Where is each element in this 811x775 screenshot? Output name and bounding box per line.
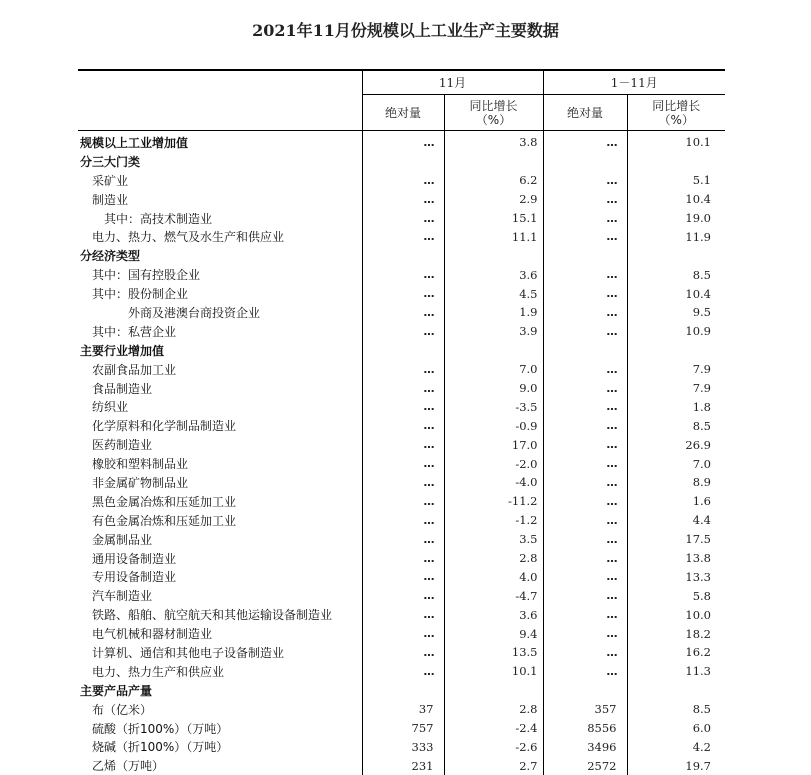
- cell-cumulative-absolute: 3496: [543, 738, 627, 757]
- cell-month-yoy: 2.8: [444, 549, 543, 568]
- cell-cumulative-absolute: …: [543, 131, 627, 152]
- cell-month-absolute: …: [362, 171, 444, 190]
- table-row: [78, 624, 725, 643]
- cell-month-yoy: 15.1: [444, 209, 543, 228]
- cell-cumulative-yoy: 10.9: [627, 322, 725, 341]
- section-row: [78, 341, 725, 360]
- cell-cumulative-yoy: 10.4: [627, 190, 725, 209]
- cell-cumulative-yoy: [627, 341, 725, 360]
- cell-month-absolute: 231: [362, 756, 444, 775]
- cell-cumulative-yoy: 8.5: [627, 700, 725, 719]
- cell-cumulative-absolute: …: [543, 586, 627, 605]
- cell-month-yoy: -2.6: [444, 738, 543, 757]
- cell-cumulative-absolute: …: [543, 265, 627, 284]
- header-group-cumulative: 1－11月: [543, 70, 725, 95]
- cell-month-yoy: -4.7: [444, 586, 543, 605]
- table-row: [78, 227, 725, 246]
- cell-cumulative-yoy: 26.9: [627, 435, 725, 454]
- cell-month-absolute: …: [362, 530, 444, 549]
- cell-cumulative-yoy: 5.8: [627, 586, 725, 605]
- row-label: 橡胶和塑料制品业: [78, 454, 362, 473]
- cell-month-yoy: -4.0: [444, 473, 543, 492]
- table-row: [78, 416, 725, 435]
- cell-month-yoy: 4.0: [444, 567, 543, 586]
- page-title: 2021年11月份规模以上工业生产主要数据: [0, 18, 811, 41]
- cell-month-absolute: …: [362, 605, 444, 624]
- cell-cumulative-absolute: [543, 152, 627, 171]
- cell-cumulative-yoy: 7.9: [627, 379, 725, 398]
- cell-month-absolute: [362, 341, 444, 360]
- header-yoy-line2: （%）: [629, 113, 725, 127]
- cell-month-yoy: 9.0: [444, 379, 543, 398]
- row-label: 电力、热力、燃气及水生产和供应业: [78, 227, 362, 246]
- cell-month-yoy: -1.2: [444, 511, 543, 530]
- cell-month-absolute: …: [362, 492, 444, 511]
- cell-cumulative-absolute: …: [543, 190, 627, 209]
- cell-month-absolute: …: [362, 473, 444, 492]
- cell-month-yoy: 3.6: [444, 605, 543, 624]
- cell-cumulative-absolute: …: [543, 416, 627, 435]
- header-group-month: 11月: [362, 70, 543, 95]
- header-yoy-line1: 同比增长: [446, 99, 542, 113]
- cell-month-yoy: 2.8: [444, 700, 543, 719]
- row-label: 采矿业: [78, 171, 362, 190]
- cell-month-yoy: [444, 152, 543, 171]
- cell-month-yoy: 10.1: [444, 662, 543, 681]
- header-label-column: [78, 95, 362, 131]
- cell-cumulative-yoy: 17.5: [627, 530, 725, 549]
- cell-month-absolute: …: [362, 549, 444, 568]
- cell-month-yoy: -3.5: [444, 397, 543, 416]
- row-label: 汽车制造业: [78, 586, 362, 605]
- cell-cumulative-absolute: …: [543, 397, 627, 416]
- row-label: 医药制造业: [78, 435, 362, 454]
- section-row: [78, 246, 725, 265]
- cell-month-yoy: 17.0: [444, 435, 543, 454]
- table-row: [78, 605, 725, 624]
- table-row: [78, 586, 725, 605]
- cell-cumulative-yoy: 13.3: [627, 567, 725, 586]
- header-month-absolute: 绝对量: [362, 95, 444, 131]
- cell-month-absolute: …: [362, 303, 444, 322]
- cell-month-yoy: 13.5: [444, 643, 543, 662]
- cell-cumulative-yoy: 13.8: [627, 549, 725, 568]
- cell-cumulative-absolute: …: [543, 662, 627, 681]
- cell-month-absolute: …: [362, 322, 444, 341]
- cell-cumulative-absolute: …: [543, 605, 627, 624]
- row-label: 主要产品产量: [78, 681, 362, 700]
- row-label: 计算机、通信和其他电子设备制造业: [78, 643, 362, 662]
- cell-cumulative-yoy: 4.4: [627, 511, 725, 530]
- cell-cumulative-yoy: [627, 152, 725, 171]
- cell-month-yoy: 2.7: [444, 756, 543, 775]
- cell-cumulative-yoy: 8.9: [627, 473, 725, 492]
- cell-cumulative-absolute: …: [543, 435, 627, 454]
- section-row: [78, 131, 725, 152]
- cell-month-yoy: -2.4: [444, 719, 543, 738]
- table-row: [78, 284, 725, 303]
- cell-cumulative-yoy: 18.2: [627, 624, 725, 643]
- row-label: 主要行业增加值: [78, 341, 362, 360]
- table-row: [78, 473, 725, 492]
- cell-cumulative-absolute: …: [543, 473, 627, 492]
- header-yoy-line2: （%）: [446, 113, 542, 127]
- row-label: 其中：高技术制造业: [78, 209, 362, 228]
- cell-month-absolute: …: [362, 131, 444, 152]
- row-label: 布（亿米）: [78, 700, 362, 719]
- cell-cumulative-yoy: 7.9: [627, 360, 725, 379]
- row-label: 外商及港澳台商投资企业: [78, 303, 362, 322]
- table-row: [78, 379, 725, 398]
- row-label: 黑色金属冶炼和压延加工业: [78, 492, 362, 511]
- table-row: [78, 700, 725, 719]
- cell-cumulative-absolute: …: [543, 530, 627, 549]
- table-body: [78, 131, 725, 775]
- table-row: [78, 719, 725, 738]
- cell-month-absolute: …: [362, 435, 444, 454]
- row-label: 硫酸（折100%）（万吨）: [78, 719, 362, 738]
- cell-month-yoy: 3.9: [444, 322, 543, 341]
- row-label: 乙烯（万吨）: [78, 756, 362, 775]
- cell-month-yoy: 9.4: [444, 624, 543, 643]
- cell-month-absolute: …: [362, 190, 444, 209]
- cell-cumulative-yoy: 11.3: [627, 662, 725, 681]
- cell-cumulative-absolute: …: [543, 492, 627, 511]
- cell-month-absolute: [362, 681, 444, 700]
- cell-month-absolute: …: [362, 586, 444, 605]
- cell-cumulative-absolute: …: [543, 322, 627, 341]
- cell-cumulative-yoy: 11.9: [627, 227, 725, 246]
- cell-month-absolute: [362, 246, 444, 265]
- row-label: 制造业: [78, 190, 362, 209]
- table-row: [78, 738, 725, 757]
- header-month-yoy: [444, 95, 543, 131]
- row-label: 有色金属冶炼和压延加工业: [78, 511, 362, 530]
- cell-month-yoy: -2.0: [444, 454, 543, 473]
- cell-month-absolute: …: [362, 379, 444, 398]
- cell-cumulative-yoy: 10.1: [627, 131, 725, 152]
- cell-cumulative-yoy: 9.5: [627, 303, 725, 322]
- header-blank: [78, 70, 362, 95]
- row-label: 非金属矿物制品业: [78, 473, 362, 492]
- cell-cumulative-absolute: …: [543, 643, 627, 662]
- data-table: [78, 69, 725, 775]
- cell-cumulative-absolute: …: [543, 379, 627, 398]
- header-cumulative-yoy: [627, 95, 725, 131]
- row-label: 电力、热力生产和供应业: [78, 662, 362, 681]
- cell-month-yoy: 2.9: [444, 190, 543, 209]
- cell-cumulative-yoy: 16.2: [627, 643, 725, 662]
- cell-cumulative-yoy: 19.7: [627, 756, 725, 775]
- cell-cumulative-absolute: 2572: [543, 756, 627, 775]
- cell-cumulative-absolute: 357: [543, 700, 627, 719]
- row-label: 农副食品加工业: [78, 360, 362, 379]
- row-label: 其中：国有控股企业: [78, 265, 362, 284]
- cell-cumulative-absolute: …: [543, 171, 627, 190]
- cell-cumulative-absolute: …: [543, 227, 627, 246]
- header-yoy-line1: 同比增长: [629, 99, 725, 113]
- cell-cumulative-yoy: 5.1: [627, 171, 725, 190]
- cell-cumulative-yoy: [627, 246, 725, 265]
- header-row-groups: [78, 70, 725, 95]
- cell-month-absolute: …: [362, 416, 444, 435]
- table-row: [78, 492, 725, 511]
- row-label: 烧碱（折100%）（万吨）: [78, 738, 362, 757]
- cell-cumulative-absolute: [543, 681, 627, 700]
- table-row: [78, 435, 725, 454]
- cell-month-yoy: -11.2: [444, 492, 543, 511]
- cell-month-yoy: 7.0: [444, 360, 543, 379]
- cell-cumulative-yoy: 1.8: [627, 397, 725, 416]
- table-row: [78, 209, 725, 228]
- section-row: [78, 681, 725, 700]
- cell-month-absolute: 37: [362, 700, 444, 719]
- row-label: 规模以上工业增加值: [78, 131, 362, 152]
- cell-cumulative-absolute: …: [543, 549, 627, 568]
- cell-month-yoy: [444, 681, 543, 700]
- row-label: 其中：股份制企业: [78, 284, 362, 303]
- row-label: 其中：私营企业: [78, 322, 362, 341]
- table-row: [78, 530, 725, 549]
- cell-cumulative-absolute: [543, 246, 627, 265]
- table-row: [78, 265, 725, 284]
- cell-cumulative-yoy: 7.0: [627, 454, 725, 473]
- row-label: 化学原料和化学制品制造业: [78, 416, 362, 435]
- cell-cumulative-yoy: 6.0: [627, 719, 725, 738]
- cell-month-absolute: …: [362, 567, 444, 586]
- section-row: [78, 152, 725, 171]
- cell-cumulative-yoy: 1.6: [627, 492, 725, 511]
- table-row: [78, 397, 725, 416]
- header-row-columns: [78, 95, 725, 131]
- table-row: [78, 171, 725, 190]
- row-label: 通用设备制造业: [78, 549, 362, 568]
- cell-month-absolute: [362, 152, 444, 171]
- cell-cumulative-absolute: …: [543, 360, 627, 379]
- cell-cumulative-absolute: …: [543, 624, 627, 643]
- row-label: 食品制造业: [78, 379, 362, 398]
- cell-month-absolute: 757: [362, 719, 444, 738]
- cell-cumulative-absolute: [543, 341, 627, 360]
- table-row: [78, 190, 725, 209]
- cell-month-yoy: 6.2: [444, 171, 543, 190]
- cell-month-absolute: …: [362, 662, 444, 681]
- row-label: 专用设备制造业: [78, 567, 362, 586]
- cell-month-yoy: 3.8: [444, 131, 543, 152]
- table-row: [78, 643, 725, 662]
- cell-cumulative-yoy: 10.4: [627, 284, 725, 303]
- cell-month-yoy: 3.5: [444, 530, 543, 549]
- row-label: 分经济类型: [78, 246, 362, 265]
- cell-cumulative-absolute: 8556: [543, 719, 627, 738]
- cell-month-yoy: 11.1: [444, 227, 543, 246]
- cell-month-absolute: …: [362, 265, 444, 284]
- cell-cumulative-yoy: 10.0: [627, 605, 725, 624]
- cell-month-absolute: …: [362, 227, 444, 246]
- cell-cumulative-absolute: …: [543, 209, 627, 228]
- table-row: [78, 454, 725, 473]
- cell-month-yoy: 4.5: [444, 284, 543, 303]
- cell-month-yoy: [444, 341, 543, 360]
- cell-month-yoy: 1.9: [444, 303, 543, 322]
- cell-month-absolute: …: [362, 209, 444, 228]
- row-label: 金属制品业: [78, 530, 362, 549]
- cell-cumulative-absolute: …: [543, 454, 627, 473]
- header-cumulative-absolute: 绝对量: [543, 95, 627, 131]
- cell-month-absolute: …: [362, 643, 444, 662]
- row-label: 分三大门类: [78, 152, 362, 171]
- cell-month-absolute: …: [362, 284, 444, 303]
- cell-month-absolute: …: [362, 360, 444, 379]
- cell-cumulative-yoy: 8.5: [627, 265, 725, 284]
- cell-month-absolute: 333: [362, 738, 444, 757]
- cell-month-yoy: 3.6: [444, 265, 543, 284]
- table-row: [78, 549, 725, 568]
- cell-month-absolute: …: [362, 454, 444, 473]
- table-row: [78, 662, 725, 681]
- cell-cumulative-absolute: …: [543, 303, 627, 322]
- row-label: 电气机械和器材制造业: [78, 624, 362, 643]
- table-row: [78, 322, 725, 341]
- table-row: [78, 567, 725, 586]
- cell-month-yoy: [444, 246, 543, 265]
- row-label: 铁路、船舶、航空航天和其他运输设备制造业: [78, 605, 362, 624]
- table-row: [78, 303, 725, 322]
- cell-cumulative-yoy: 8.5: [627, 416, 725, 435]
- cell-cumulative-absolute: …: [543, 284, 627, 303]
- cell-month-absolute: …: [362, 624, 444, 643]
- cell-month-absolute: …: [362, 397, 444, 416]
- cell-cumulative-yoy: 4.2: [627, 738, 725, 757]
- table-row: [78, 756, 725, 775]
- cell-month-absolute: …: [362, 511, 444, 530]
- table-row: [78, 511, 725, 530]
- cell-cumulative-absolute: …: [543, 511, 627, 530]
- cell-cumulative-absolute: …: [543, 567, 627, 586]
- cell-cumulative-yoy: [627, 681, 725, 700]
- table-row: [78, 360, 725, 379]
- cell-cumulative-yoy: 19.0: [627, 209, 725, 228]
- row-label: 纺织业: [78, 397, 362, 416]
- cell-month-yoy: -0.9: [444, 416, 543, 435]
